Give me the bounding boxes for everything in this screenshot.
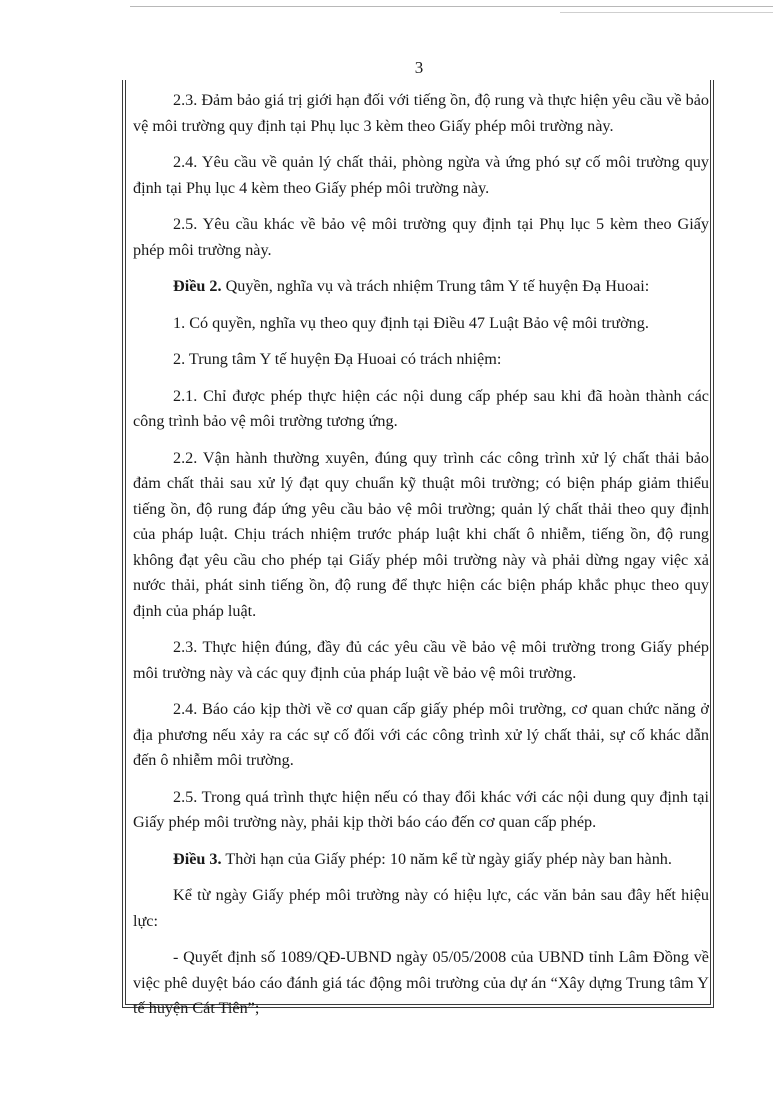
paragraph: [133, 945, 709, 1022]
paragraph-text: 2.4. Yêu cầu về quản lý chất thải, phòng ngừa và ứng phó sự cố môi trường quy định tại Phụ lục 4 kèm theo Giấy phép môi trường này.: [133, 153, 709, 197]
paragraph-text: 2.3. Đảm bảo giá trị giới hạn đối với tiếng ồn, độ rung và thực hiện yêu cầu về bảo vệ môi trường quy định tại Phụ lục 3 kèm theo Giấy phép môi trường này.: [133, 91, 709, 135]
paragraph: [133, 347, 709, 373]
paragraph-text: 2.1. Chỉ được phép thực hiện các nội dung cấp phép sau khi đã hoàn thành các công trình bảo vệ môi trường tương ứng.: [133, 386, 709, 430]
paragraph-text: 2. Trung tâm Y tế huyện Đạ Huoai có trách nhiệm:: [173, 350, 502, 368]
paragraph-text: 2.5. Yêu cầu khác về bảo vệ môi trường quy định tại Phụ lục 5 kèm theo Giấy phép môi trường này.: [133, 215, 709, 259]
article-heading: Điều 3.: [173, 849, 222, 868]
paragraph-text: - Quyết định số 1089/QĐ-UBND ngày 05/05/2008 của UBND tỉnh Lâm Đồng về việc phê duyệt báo cáo đánh giá tác động môi trường của dự án “Xây dựng Trung tâm Y tế huyện Cát Tiên”;: [133, 948, 709, 1017]
paragraph: [133, 212, 709, 263]
paragraph: [133, 384, 709, 435]
page-number: 3: [414, 58, 424, 77]
scan-edge-line: [130, 6, 773, 7]
document-body: [133, 88, 709, 1033]
paragraph-text: Quyền, nghĩa vụ và trách nhiệm Trung tâm Y tế huyện Đạ Huoai:: [221, 277, 650, 295]
paragraph: [133, 446, 709, 625]
paragraph-text: 2.4. Báo cáo kịp thời về cơ quan cấp giấy phép môi trường, cơ quan chức năng ở địa phương nếu xảy ra các sự cố đối với các công trình xử lý chất thải, sự cố khác dẫn đến ô nhiễm môi trường.: [133, 700, 709, 769]
scan-edge-line: [560, 12, 773, 13]
paragraph-text: 2.3. Thực hiện đúng, đầy đủ các yêu cầu về bảo vệ môi trường trong Giấy phép môi trường này và các quy định của pháp luật về bảo vệ môi trường.: [133, 638, 709, 682]
paragraph: [133, 88, 709, 139]
paragraph: [133, 697, 709, 774]
paragraph: [133, 274, 709, 300]
paragraph: [133, 785, 709, 836]
paragraph: [133, 635, 709, 686]
paragraph: [133, 847, 709, 873]
paragraph: [133, 150, 709, 201]
paragraph: [133, 311, 709, 337]
paragraph: [133, 883, 709, 934]
paragraph-text: Kể từ ngày Giấy phép môi trường này có hiệu lực, các văn bản sau đây hết hiệu lực:: [133, 886, 709, 930]
paragraph-text: 2.5. Trong quá trình thực hiện nếu có thay đổi khác với các nội dung quy định tại Giấy phép môi trường này, phải kịp thời báo cáo đến cơ quan cấp phép.: [133, 787, 709, 831]
paragraph-text: 1. Có quyền, nghĩa vụ theo quy định tại Điều 47 Luật Bảo vệ môi trường.: [173, 313, 649, 332]
article-heading: Điều 2.: [173, 277, 222, 295]
paragraph-text: 2.2. Vận hành thường xuyên, đúng quy trình các công trình xử lý chất thải bảo đảm chất thải sau xử lý đạt quy chuẩn kỹ thuật môi trường; có biện pháp giảm thiểu tiếng ồn, độ rung đáp ứng yêu cầu bảo vệ môi trường; quản lý chất thải theo quy định của pháp luật. Chịu trách nhiệm trước pháp luật khi chất ô nhiễm, tiếng ồn, độ rung không đạt yêu cầu cho phép tại Giấy phép môi trường này và phải dừng ngay việc xả nước thải, phát sinh tiếng ồn, độ rung để thực hiện các biện pháp khắc phục theo quy định của pháp luật.: [133, 448, 709, 620]
paragraph-text: Thời hạn của Giấy phép: 10 năm kể từ ngày giấy phép này ban hành.: [221, 849, 672, 868]
